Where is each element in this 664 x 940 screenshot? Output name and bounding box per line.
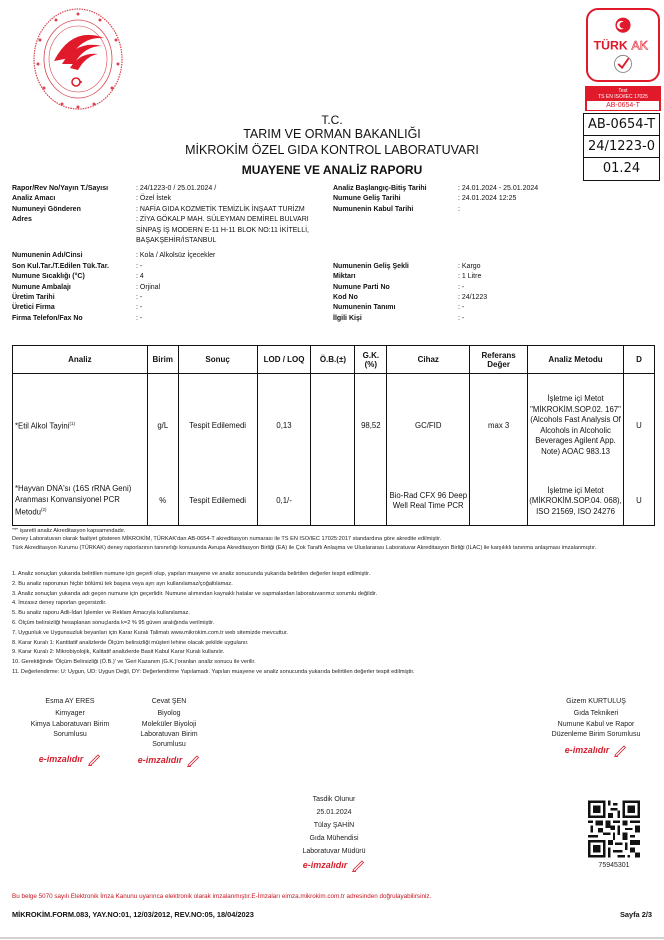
cell-cihaz: Bio-Rad CFX 96 Deep Well Real Time PCR xyxy=(387,478,470,526)
cell-gk xyxy=(355,478,387,526)
page-number: Sayfa 2/3 xyxy=(619,910,652,919)
qr-verification-number: 75945301 xyxy=(598,862,630,869)
col-ob: Ö.B.(±) xyxy=(311,346,355,374)
col-sonuc: Sonuç xyxy=(178,346,257,374)
info-row: Son Kul.Tar./T.Edilen Tük.Tar. : - xyxy=(12,262,143,270)
approval-date: 25.01.2024 xyxy=(316,809,352,816)
info-row: Kod No : 24/1223 xyxy=(333,294,488,302)
e-signature-stamp: e-imzalıdır xyxy=(39,752,102,766)
sample-info-left xyxy=(12,184,332,324)
report-number: 24/1223-0 xyxy=(584,136,659,158)
signatory-block xyxy=(20,696,120,767)
cell-sonuc: Tespit Edilemedi xyxy=(178,478,257,526)
cell-analiz: *Hayvan DNA'sı (16S rRNA Geni) Aranması Konvansiyonel PCR Metodu$^{(2)}$ xyxy=(13,478,148,526)
e-signature-stamp: e-imzalıdır xyxy=(303,858,366,872)
info-row: Firma Telefon/Fax No : - xyxy=(12,314,143,322)
sample-info-right xyxy=(333,184,653,324)
info-row: Rapor/Rev No/Yayın T./Sayısı : 24/1223-0 / 25.01.2024 / xyxy=(12,185,217,192)
info-row: Üretim Tarihi : - xyxy=(12,294,143,302)
cell-d: U xyxy=(624,478,655,526)
cell-gk: 98,52 xyxy=(355,374,387,478)
accreditation-notes: "*" işaretli analiz Akreditasyon kapsamındadır. Deney Laboratuvarı olarak faaliyet gösteren MİKROKİM, TÜRKAK'dan AB-0654-T akreditasyon numarası ile TS EN ISO/IEC 17025:2017 standardına göre akredite edilmiştir. Türk Akreditasyon Kurumu (TÜRKAK) deney raporlarının tanınırlığı konusunda Avrupa Akreditasyon Birliği (EA) ile Çok Taraflı Anlaşma ve Uluslararası Laboratuvar Akreditasyon Birliği (ILAC) ile karşılıklı tanınma anlaşması imzalanmıştır. xyxy=(12,528,597,551)
info-row: Numunenin Tanımı : - xyxy=(333,304,465,312)
cell-metod: İşletme içi Metot (MİKROKİM.SOP.04. 068), ISO 21569, ISO 24276 xyxy=(528,478,624,526)
qr-code[interactable] xyxy=(588,800,640,858)
cell-lod-loq: 0,13 xyxy=(257,374,311,478)
signatory-block xyxy=(546,696,646,758)
report-version: 01.24 xyxy=(602,161,641,176)
cell-cihaz: GC/FID xyxy=(387,374,470,478)
turkak-accreditation-badge: TÜRK AK Test TS EN ISO/IEC 17025 AB-0654-T xyxy=(585,8,661,111)
signatory-name: Cevat ŞEN xyxy=(151,698,187,705)
info-row: Miktarı : 1 Litre xyxy=(333,273,482,281)
signatory-role: Numune Kabul ve Rapor Düzenleme Birim Sorumlusu xyxy=(551,721,641,738)
signatory-title: Kimyager xyxy=(55,710,85,717)
col-analiz: Analiz xyxy=(13,346,148,374)
info-row: Analiz Amacı : Özel İstek xyxy=(12,195,172,203)
signatory-title: Biyolog xyxy=(157,710,181,717)
pen-icon xyxy=(351,858,365,872)
header-tc: T.C. xyxy=(321,113,343,127)
svg-text:AK: AK xyxy=(631,38,648,53)
cell-ob xyxy=(311,374,355,478)
header-lab-name: MİKROKİM ÖZEL GIDA KONTROL LABORATUVARI xyxy=(185,143,479,157)
table-row xyxy=(13,374,655,478)
col-metod: Analiz Metodu xyxy=(528,346,624,374)
info-row: Numune Parti No : - xyxy=(333,283,465,291)
info-row: Üretici Firma : - xyxy=(12,304,143,312)
info-row: Numune Geliş Tarihi : 24.01.2024 12:25 xyxy=(333,195,517,203)
info-row: Numuneyi Gönderen : NAFİA GIDA KOZMETİK TEMİZLİK İNŞAAT TURİZM xyxy=(12,205,305,213)
cell-d: U xyxy=(624,374,655,478)
cell-analiz: *Etil Alkol Tayini$^{(1)}$ xyxy=(13,374,148,478)
signatory-name: Gizem KURTULUŞ xyxy=(566,698,626,705)
cell-metod: İşletme içi Metot "MİKROKİM.SOP.02. 167" (Alcohols Fast Analysis Of Alcohols in Alcoholic Beverages Agilent App. Note) AOAC 983.13 xyxy=(528,374,624,478)
pen-icon xyxy=(87,752,101,766)
form-code: MİKROKİM.FORM.083, YAY.NO:01, 12/03/2012, REV.NO:05, 18/04/2023 xyxy=(12,910,254,919)
accreditation-code: AB-0654-T xyxy=(584,114,659,136)
cell-referans: max 3 xyxy=(470,374,528,478)
col-referans: Referans Değer xyxy=(470,346,528,374)
info-row: İlgili Kişi : - xyxy=(333,314,465,322)
approver-title: Gıda Mühendisi xyxy=(309,835,359,842)
col-lod-loq: LOD / LOQ xyxy=(257,346,311,374)
signatory-role: Kimya Laboratuvarı Birim Sorumlusu xyxy=(30,721,110,738)
info-row: Numune Ambalajı : Orjinal xyxy=(12,283,161,291)
info-row: Numunenin Kabul Tarihi : xyxy=(333,205,460,213)
cell-birim: g/L xyxy=(147,374,178,478)
signatory-role: Moleküler Biyoloji Laboratuvarı Birim Sorumlusu xyxy=(140,721,198,748)
svg-text:TÜRK: TÜRK xyxy=(593,38,628,53)
numbered-notes: 1. Analiz sonuçları yukarıda belirtilen numune için geçerli olup, yapılan muayene ve analiz sonucunda yukarıda belirtilen değerler tespit edilmiştir. 2. Bu analiz raporunun hiçbir bölümü tek başına veya ayrı ayrı kullanılamaz/çoğaltılamaz. 3. Analiz sonuçları yukarıda adı geçen numune için geçerlidir. Numune alımından kaynaklı hatalar ve sapmalardan laboratuvarımız sorumlu değildir. 4. İmzasız deney raporları geçersizdir. 5. Bu analiz raporu Adli-İdari İşlemler ve Reklam Amacıyla kullanılamaz. 6. Ölçüm belirsizliği hesaplanan sonuçlarda k=2 % 95 güven aralığında verilmiştir. 7. Uygunluk ve Uygunsuzluk beyanları için Karar Kuralı Talimatı www.mikrokim.com.tr web sitemizde mevcuttur. 8. Karar Kuralı 1: Kantitatif analizlerde Ölçüm belirsizliği müşteri lehine olacak şekilde uygulanır. 9. Karar Kuralı 2: Mikrobiyolojik, Kalitatif analizlerde Basit Kabul Karar Kuralı kullanılır. 10. Gerektiğinde 'Ölçüm Belirsizliği (Ö.B.)' ve 'Geri Kazanım (G.K.)'oranları analiz sonucu ile verilir. 11. Değerlendirme: U: Uygun, UD: Uygun Değil, DY: Değerlendirme Yapılamadı. Yapılan muayene ve analiz sonucunda yukarıda belirtilen değerler tespit edilmiştir. xyxy=(12,571,415,675)
pen-icon xyxy=(613,743,627,757)
header-ministry: TARIM VE ORMAN BAKANLIĞI xyxy=(243,127,421,141)
info-row: Adres : ZİYA GÖKALP MAH. SÜLEYMAN DEMİREL BULVARI SİNPAŞ İŞ MODERN E-11 H-11 BLOK NO:11 İKİTELLİ, BAŞAKŞEHİR/İSTANBUL xyxy=(12,216,309,245)
approver-name: Tülay ŞAHİN xyxy=(313,822,355,829)
cell-lod-loq: 0,1/- xyxy=(257,478,311,526)
analysis-results-table xyxy=(12,345,655,526)
page-bottom-divider xyxy=(0,937,664,939)
info-row: Numune Sıcaklığı (°C) : 4 xyxy=(12,273,144,281)
signatory-name: Esma AY ERES xyxy=(45,698,95,705)
col-gk: G.K. (%) xyxy=(355,346,387,374)
table-row xyxy=(13,478,655,526)
report-title: MUAYENE VE ANALİZ RAPORU xyxy=(241,163,423,177)
signatory-title: Gıda Teknikeri xyxy=(573,710,619,717)
cell-birim: % xyxy=(147,478,178,526)
col-birim: Birim xyxy=(147,346,178,374)
col-d: D xyxy=(624,346,655,374)
approval-block xyxy=(284,793,384,873)
approver-role: Laboratuvar Müdürü xyxy=(302,848,366,855)
pen-icon xyxy=(186,753,200,767)
signatory-block xyxy=(124,696,214,768)
e-signature-stamp: e-imzalıdır xyxy=(138,753,201,767)
col-cihaz: Cihaz xyxy=(387,346,470,374)
cell-sonuc: Tespit Edilemedi xyxy=(178,374,257,478)
info-row: Analiz Başlangıç-Bitiş Tarihi : 24.01.2024 - 25.01.2024 xyxy=(333,185,539,192)
info-row: Numunenin Adı/Cinsi : Kola / Alkolsüz İçecekler xyxy=(12,252,216,260)
e-signature-law-notice: Bu belge 5070 sayılı Elektronik İmza Kanunu uyarınca elektronik olarak imzalanmıştır.E-İmzaları eimza.mikrokim.com.tr adresinden doğrulayabilirsiniz. xyxy=(12,893,432,900)
cell-referans xyxy=(470,478,528,526)
cell-ob xyxy=(311,478,355,526)
ministry-seal-logo xyxy=(32,6,124,112)
table-header-row xyxy=(13,346,655,374)
info-row: Numunenin Geliş Şekli : Kargo xyxy=(333,262,481,270)
approval-label: Tasdik Olunur xyxy=(312,796,356,803)
e-signature-stamp: e-imzalıdır xyxy=(565,743,628,757)
